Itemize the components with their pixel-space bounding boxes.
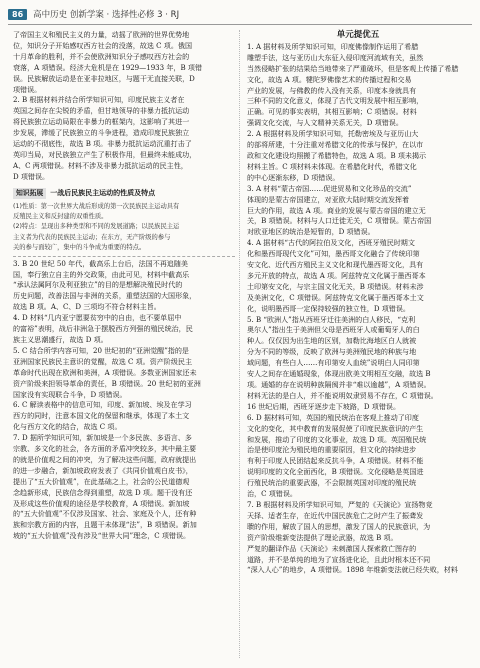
answer-line: 4. D 材料“几内亚宁愿要贫穷中的自由，也不要单屈中 [13,313,182,323]
answer-line: 的部将所建，十分注重对希腊文化的传承与保护，在以市 [247,140,424,150]
answer-line: 西方的同时，注意本国文化的保留和继承，体现了本土文 [13,411,190,421]
page-header [8,5,179,23]
answer-line: 衰落，A 项错误。经济大危机是在 1929—1933 年，B 项错 [13,62,202,72]
answer-line: 文化，故选 A 项。犍陀罗佛像艺术的传播过程和交易 [247,74,412,84]
answer-line: 资产阶级维新变法提供了理论武器，故选 B 项。 [247,532,398,542]
answer-line: 正确。可见的事实表明，其相互影响；C 项错误。材料 [247,107,417,117]
answer-line: 严复的翻译作品《天演论》未刺激国人探索救亡图存的 [247,543,417,553]
answer-line: 化与西方文化的结合，故选 C 项。 [13,422,122,432]
knowledge-expand-heading [13,188,235,199]
answer-line: 步发展，滞缓了民族独立的斗争进程，造成印度民族独立 [13,128,190,138]
answer-line: 项错误。 [13,84,42,94]
answer-line: 奥尔人”指出生于美洲但父母是西班牙人或葡萄牙人的白 [247,325,420,335]
answer-line: 的进一步融合，新加坡政府发表了《共同价值观白皮书》， [13,465,193,475]
answer-line: 的中心逐渐东移，D 项错误。 [247,172,340,182]
answer-line: 革命时代出现在欧洲和美洲，A 项错误。多数亚洲国家还未 [13,367,197,377]
answer-line: 6. C 解读表格中的信息可知，印度、新加坡、埃及在学习 [13,400,192,410]
answer-line: 域问题，有些白人……有印第安人血统”说明白人同印第 [247,358,420,368]
header-rule [8,24,472,25]
answer-line: 分为不同的等级，反映了欧洲与美洲殖民地的种族与地 [247,347,417,357]
page-number: 86 [8,9,27,20]
answer-line: 行殖民统治的重要武器，不会限制英国对印度的殖民统 [247,478,417,488]
answer-line: 强调文化交流，与人文精神关系无关，D 项错误。 [247,118,403,128]
book-title: 高中历史 创新学案 · 选择性必修 3 · RJ [33,10,180,20]
answer-line: 4. A 据材料“古代的阿拉伯及文化，西班牙殖民时期文 [247,238,415,248]
answer-line: 英国之间存在尖锐的矛盾，但甘地领导的非暴力抵抗运动 [13,106,190,116]
answer-line: 说明印度的文化全面西化，B 项错误。文化侵略是英国进 [247,467,424,477]
answer-line: D 项错误。 [13,171,50,181]
expand-box-line: (2)特点：呈现出多种类型和不同的发展道路；以民族民主运 [13,223,180,231]
answer-line: 政和文化建设均照搬了希腊特色，故选 A 项。B 项未揭示 [247,150,427,160]
answer-line: 化和墨西哥现代文化”可知，墨西哥文化融合了传统印第 [247,249,420,259]
answer-line: 了帝国主义和殖民主义的力量，动摇了欧洲的世界优势地 [13,30,190,39]
answer-line: “深入人心”的地步，A 项错误。1898 年维新变法就已经失败，材料 [247,565,458,575]
answer-line: 念趋新形成，民族信念得到重塑，故选 D 项。题干没有还 [13,487,193,497]
right-column [247,30,469,576]
answer-line: 国家没有实现联合斗争，D 项错误。 [13,389,127,399]
answer-line: 有利于印度人民团结起来反抗斗争，A 项错误。材料不能 [247,456,424,466]
answer-line: 多元开放的特点，故选 A 项。阿兹特克文化属于墨西哥本 [247,270,426,280]
answer-line: 种人。仅仅因为出生地的区别，加勒比海地区白人就被 [247,336,417,346]
answer-line: 和发展，推动了印度的文化事业，故选 D 项。英国殖民统 [247,434,427,444]
answer-line: 及美洲文化，C 项错误。阿兹特克文化属于墨西哥本土文 [247,292,424,302]
answer-line: 历史问题，改善法国与非洲的关系，重塑法国的大国形象， [13,291,197,301]
answer-line: 1. A 据材料及所学知识可知，印度佛像制作运用了希腊 [247,41,419,51]
answer-line: 的“五大价值观”不仅涉及国家、社会、家庭及个人，还有种 [13,509,197,519]
answer-line: 族和宗教方面的内容，且题干未体现“法”，B 项错误。新加 [13,520,197,530]
answer-line: 国，奉行独立自主的外交政策，由此可见，材料中截高乐 [13,269,190,279]
answer-line: 土印第安文化，与宗主国文化无关，B 项错误。材料未涉 [247,281,424,291]
answer-line: A、C 两项错误。材料不涉及非暴力抵抗运动的民主性， [13,160,188,170]
answer-line: 6. D 据材料可知，英国的殖民统治在客观上推动了印度 [247,412,419,422]
answer-line: 5. B “欧洲人”指从西班牙迁往美洲的白人移民，“克利 [247,314,416,324]
answer-line: 项。通婚的存在说明种族隔阂并非“难以逾越”，A 项错误。 [247,380,431,389]
answer-line: 3. A 材料“蒙古帝国……促进贸易和文化珍品的交流” [247,183,412,193]
answer-line: 提出了“五大价值观”，在此基础之上，社会的公民道德观 [13,476,190,486]
answer-line: 化，说明墨西哥一定保持较强的独立性，D 项错误。 [247,303,410,313]
answer-line: 3. B 20 世纪 50 年代，截高乐上台后，法国不再追随美 [13,258,188,268]
expand-title: 一战后民族民主运动的性质及特点 [50,188,156,197]
answer-line: 体现的是蒙古帝国建立，对亚欧大陆时期交流发挥着 [247,194,410,204]
answer-line: 故选 B 项。A、C、D 三项均不符合材料主旨。 [13,302,161,312]
answer-line: 十月革命的胜利，并不会使欧洲知识分子感叹西方社会的 [13,51,190,61]
answer-line: 及形成这些价值观的途径是学校教育，A 项错误。新加坡 [13,498,190,508]
answer-line: 的就是价值观之间的冲突，为了解决这些问题，政府就提出 [13,454,197,464]
answer-line: 对欧亚地区的统治是短暂的，D 项错误。 [247,227,375,237]
answer-line: 坡的“五大价值观”没有涉及“世界大同”理念，C 项错误。 [13,531,191,541]
answer-line: 16 世纪后期，西班牙逐步走下坡路，D 项错误。 [247,401,400,411]
left-answers-part2 [13,259,235,543]
answer-line: 材料主旨。C 项材料未体现。在希腊化时代，希腊文化 [247,161,417,171]
answer-line: 雕塑手法，这与亚历山大东征入侵印度河流域有关，虽然 [247,52,424,62]
answer-line: 当然侵略扩张的结果给当地带来了严重破坏，但是客观上传播了希腊 [247,63,459,73]
answer-line: “承认法属阿尔及利亚独立”的目的是想解决殖民时代的 [13,280,183,290]
answer-line: 7. D 据所学知识可知，新加坡是一个多民族、多语言、多 [13,433,192,443]
answer-line: 2. A 根据材料及所学知识可知，托勒密埃及与亚历山大 [247,129,419,139]
right-answers [247,42,469,576]
answer-line: 天择、适者生存，在近代中国民族危亡之时产生了振聋发 [247,510,424,520]
left-column [13,30,235,542]
answer-line: 巨大的作用，故选 A 项。商业的发展与蒙古帝国的建立无 [247,205,426,215]
expand-tag: 知识拓展 [13,188,46,199]
answer-line: 文化的变化，其中教育的发展促使了印度民族意识的产生 [247,423,424,433]
column-divider [239,30,240,658]
answer-line: 治是使印度沦为殖民地的重要原因，但文化的持续进步 [247,445,417,455]
answer-line: 产业的发展，与佛教的传入没有关系，印度本身就具有 [247,85,417,95]
answer-line: 的富裕”表明，战后非洲急于摆脱西方列强的殖民统治，民 [13,324,193,334]
section-title: 单元提优五 [336,30,380,40]
expand-box-line: (1)性质：第一次世界大战后形成的第一次民族民主运动具有 [13,202,180,210]
answer-line: 运动的不彻底性，故选 B 项。非暴力抵抗运动沉重打击了 [13,139,192,149]
expand-box-line: 反殖民主义和反封建的双重性质。 [13,213,108,220]
answer-line: 聩的作用，解放了国人的思想，激发了国人的民族意识，为 [247,521,431,531]
answer-line: 关，B 项错误。材料与人口迁徙无关，C 项错误。蒙古帝国 [247,216,432,226]
answer-line: 7. B 根据材料及所学知识可知，严复的《天演论》宣扬物竞 [247,499,433,509]
answer-line: 道路，并不是单纯的地为了宣扬进化论，且此时根本还不同 [247,554,431,564]
answer-line: 宗教、多文化的社会，各方面的矛盾冲突较多，其中最主要 [13,444,197,454]
answer-line: 5. C 结合所学内容可知，20 世纪初的“亚洲觉醒”指的是 [13,345,189,355]
knowledge-expand-box [13,202,235,257]
answer-line: 族主义思潮盛行，故选 D 项。 [13,334,108,344]
answer-line: 将民族独立运动局限在非暴力的框架内，这影响了其进一 [13,117,190,127]
answer-line: 2. B 根据材料并结合所学知识可知，印度民族主义者在 [13,95,185,105]
answer-line: 安人之间存在通婚现象，体现出欧美文明相互交融，故选 B [247,369,431,379]
left-answers-part1 [13,30,235,183]
answer-line: 英印当局，对民族独立产生了积极作用，但最终未能成功， [13,149,197,159]
expand-box-line: 主义者为代表的民族民主运动；在东方，无产阶级的参与 [13,233,171,241]
answer-line: 治，C 项错误。 [247,489,297,499]
answer-line: 资产阶级来担领导革命的责任，B 项错误。20 世纪初的亚洲 [13,378,201,388]
answer-line: 亚洲国家民族民主意识的觉醒，故选 C 项。资产阶级民主 [13,356,192,366]
answer-line: 材料无法的是白人，并不能说明奴隶贸易不存在，C 项错误。 [247,390,438,400]
answer-line: 三种不同的文化意义，体现了古代文明发展中相互影响， [247,96,424,106]
answer-line: 安文化、近代西方殖民主义文化和现代墨西哥文化，具有 [247,260,424,270]
expand-box-line: 关的参与面较广，集中的斗争成为重要的特点。 [13,244,146,252]
answer-line: 误。民族解放运动是在亚非拉地区，与题干无直接关联，D [13,73,195,83]
answer-line: 位，知识分子开始感叹西方社会的没落，故选 C 项。俄国 [13,40,192,50]
